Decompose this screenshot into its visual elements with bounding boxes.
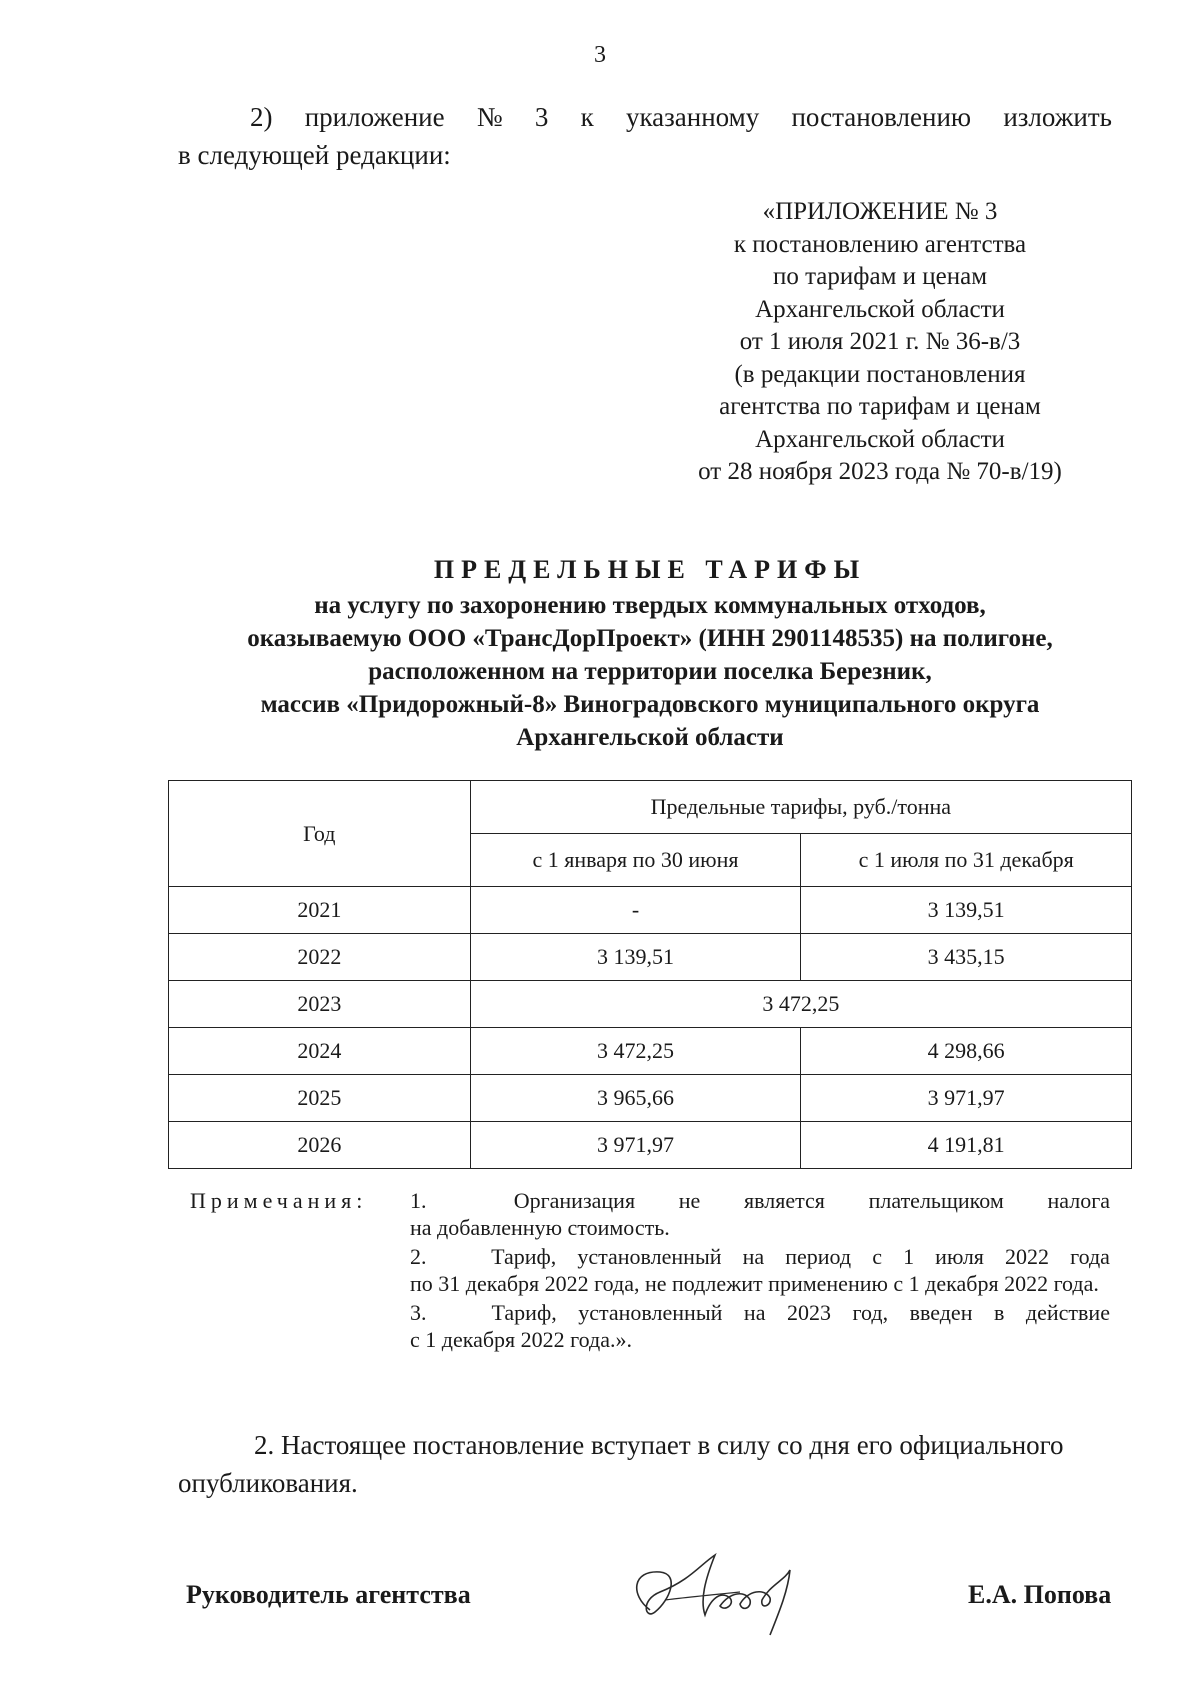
- intro-word: изложить: [1003, 102, 1112, 132]
- intro-word: постановлению: [791, 102, 972, 132]
- table-row: [169, 1028, 1132, 1075]
- title-line: оказываемую ООО «ТрансДорПроект» (ИНН 2901148535) на полигоне,: [247, 625, 1053, 652]
- intro-line-1: [178, 98, 1112, 136]
- cell-year: 2021: [169, 887, 471, 934]
- cell-tariff-first-half: 3 971,97: [470, 1122, 801, 1169]
- tariffs-table: [168, 780, 1132, 1169]
- note-word: установленный: [578, 1300, 723, 1325]
- intro-word: приложение: [304, 102, 445, 132]
- note-number: 2.: [410, 1244, 427, 1269]
- note-word: установленный: [577, 1244, 722, 1269]
- table-row: [169, 887, 1132, 934]
- cell-year: 2025: [169, 1075, 471, 1122]
- title-subtitle: [110, 589, 1190, 754]
- signatory-name: Е.А. Попова: [968, 1580, 1112, 1609]
- cell-tariff-first-half: -: [470, 887, 801, 934]
- note-word: 2023: [787, 1300, 831, 1325]
- title-line: массив «Придорожный-8» Виноградовского муниципального округа: [260, 691, 1040, 718]
- cell-tariff-second-half: 3 435,15: [801, 934, 1132, 981]
- cell-tariff-second-half: 3 971,97: [801, 1075, 1132, 1122]
- title-line: на услугу по захоронению твердых коммунальных отходов,: [314, 592, 986, 619]
- final-line-2: опубликования.: [178, 1468, 358, 1498]
- note-word: год,: [852, 1300, 889, 1325]
- table-row: [169, 934, 1132, 981]
- header-first-half: с 1 января по 30 июня: [470, 834, 801, 887]
- signatory-role: Руководитель агентства: [186, 1580, 471, 1609]
- table-row: [169, 981, 1132, 1028]
- intro-paragraph: [178, 98, 1112, 174]
- appendix-line: «ПРИЛОЖЕНИЕ № 3: [762, 198, 998, 225]
- note-word: 2022: [1005, 1244, 1050, 1269]
- title-line: Архангельской области: [516, 724, 784, 751]
- header-group: Предельные тарифы, руб./тонна: [470, 781, 1131, 834]
- note-word: не: [678, 1188, 701, 1213]
- note-word: плательщиком: [868, 1188, 1004, 1213]
- intro-word: 3: [534, 102, 549, 132]
- cell-year: 2023: [169, 981, 471, 1028]
- cell-tariff-first-half: 3 472,25: [470, 1028, 801, 1075]
- cell-year: 2026: [169, 1122, 471, 1169]
- final-line-1: 2. Настоящее постановление вступает в силу со дня его официального: [254, 1430, 1064, 1460]
- note-word: Тариф,: [491, 1300, 557, 1325]
- page-number: 3: [594, 42, 606, 68]
- intro-word: к: [580, 102, 594, 132]
- header-year: Год: [169, 781, 471, 887]
- appendix-line: Архангельской области: [755, 295, 1005, 323]
- note-word: Тариф,: [491, 1244, 557, 1269]
- cell-tariff-second-half: 4 191,81: [801, 1122, 1132, 1169]
- note-word: на: [742, 1244, 765, 1269]
- cell-tariff-first-half: 3 965,66: [470, 1075, 801, 1122]
- intro-word: №: [476, 102, 503, 132]
- final-paragraph: [178, 1426, 1112, 1502]
- cell-tariff-second-half: 3 139,51: [801, 887, 1132, 934]
- note-word: июля: [935, 1244, 984, 1269]
- note-item: [410, 1299, 1110, 1353]
- note-word: действие: [1025, 1300, 1110, 1325]
- cell-year: 2024: [169, 1028, 471, 1075]
- table-row: [169, 1075, 1132, 1122]
- note-word: период: [785, 1244, 852, 1269]
- notes-list: [410, 1187, 1110, 1355]
- appendix-line: от 28 ноября 2023 года № 70-в/19): [698, 458, 1062, 485]
- notes-label: Примечания:: [190, 1188, 368, 1213]
- note-word: введен: [909, 1300, 973, 1325]
- note-word: года: [1070, 1244, 1110, 1269]
- note-word: 1: [903, 1244, 915, 1269]
- note-word: является: [744, 1188, 825, 1213]
- intro-number: 2): [250, 102, 273, 132]
- note-item: [410, 1243, 1110, 1297]
- appendix-line: Архангельской области: [755, 425, 1005, 453]
- cell-tariff-second-half: 4 298,66: [801, 1028, 1132, 1075]
- appendix-line: (в редакции постановления: [734, 360, 1026, 388]
- cell-tariff-first-half: 3 139,51: [470, 934, 801, 981]
- appendix-line: к постановлению агентства: [733, 230, 1027, 258]
- intro-word: указанному: [625, 102, 760, 132]
- note-word: на: [743, 1300, 766, 1325]
- title-main: ПРЕДЕЛЬНЫЕ ТАРИФЫ: [433, 555, 867, 584]
- note-word: с: [872, 1244, 882, 1269]
- intro-line-2: в следующей редакции:: [178, 140, 451, 170]
- note-continuation: по 31 декабря 2022 года, не подлежит применению с 1 декабря 2022 года.: [410, 1271, 1099, 1296]
- note-continuation: на добавленную стоимость.: [410, 1215, 670, 1240]
- note-word: Организация: [513, 1188, 636, 1213]
- note-word: в: [994, 1300, 1005, 1325]
- cell-year: 2022: [169, 934, 471, 981]
- note-continuation: с 1 декабря 2022 года.».: [410, 1327, 632, 1352]
- note-word: налога: [1047, 1188, 1110, 1213]
- handwritten-signature: [620, 1540, 830, 1650]
- note-number: 3.: [410, 1300, 427, 1325]
- cell-tariff-merged: 3 472,25: [470, 981, 1131, 1028]
- note-item: [410, 1187, 1110, 1241]
- appendix-line: по тарифам и ценам: [772, 263, 988, 290]
- title-line: расположенном на территории поселка Березник,: [368, 658, 932, 685]
- appendix-line: агентства по тарифам и ценам: [719, 393, 1041, 420]
- note-number: 1.: [410, 1188, 427, 1213]
- appendix-line: от 1 июля 2021 г. № 36-в/3: [739, 328, 1021, 355]
- table-row: [169, 1122, 1132, 1169]
- appendix-header: [660, 196, 1100, 489]
- document-title: [110, 553, 1190, 754]
- header-second-half: с 1 июля по 31 декабря: [801, 834, 1132, 887]
